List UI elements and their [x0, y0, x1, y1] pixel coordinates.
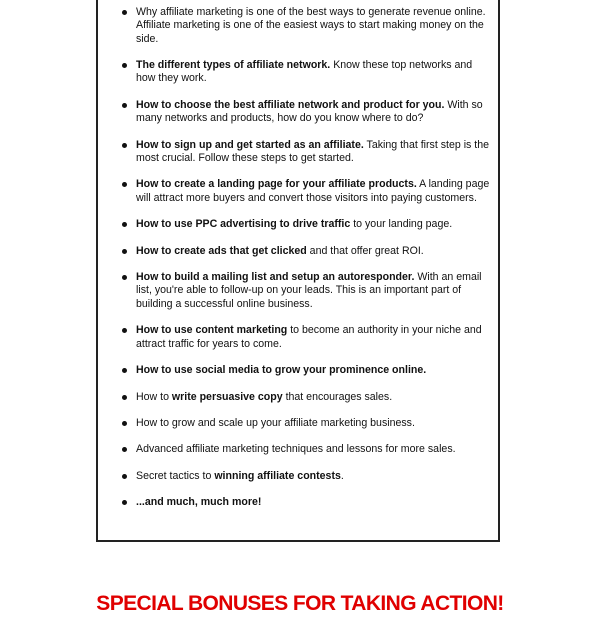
benefits-box — [96, 0, 500, 542]
list-item — [121, 324, 491, 351]
item-bold: How to create a landing page for your affiliate products. — [136, 178, 417, 191]
bullet-icon — [122, 368, 127, 373]
item-prefix: How to — [136, 390, 172, 403]
item-bold: How to create ads that get clicked — [136, 244, 307, 257]
item-bold: winning affiliate contests — [214, 469, 341, 482]
item-text: and that offer great ROI. — [306, 244, 424, 257]
item-bold: write persuasive copy — [171, 390, 283, 403]
bullet-icon — [122, 275, 127, 280]
bullet-icon — [122, 222, 127, 227]
list-item — [121, 99, 491, 126]
list-item — [121, 245, 491, 258]
item-prefix: Secret tactics to — [136, 469, 215, 482]
item-text: Advanced affiliate marketing techniques and lessons for more sales. — [136, 443, 456, 456]
list-item — [121, 496, 491, 509]
item-text: A landing page will attract more buyers and convert those visitors into paying customers. — [136, 178, 490, 204]
item-text: With an email list, you're able to follow-up on your leads. This is an important part of building a successful online business. — [136, 271, 482, 310]
item-bold: The different types of affiliate network. — [136, 59, 331, 72]
bonuses-headline: SPECIAL BONUSES FOR TAKING ACTION! — [96, 592, 504, 615]
list-item — [121, 417, 491, 430]
benefits-list — [121, 6, 491, 523]
item-bold: How to sign up and get started as an affiliate. — [136, 138, 364, 151]
item-bold: ...and much, much more! — [136, 496, 262, 509]
list-item — [121, 470, 491, 483]
item-text: Taking that first step is the most crucial. Follow these steps to get started. — [136, 138, 490, 164]
item-bold: How to build a mailing list and setup an autoresponder. — [136, 271, 415, 284]
bullet-icon — [122, 474, 127, 479]
list-item — [121, 364, 491, 377]
bullet-icon — [122, 10, 127, 15]
list-item — [121, 59, 491, 86]
item-text: . — [340, 469, 344, 482]
bullet-icon — [122, 182, 127, 187]
item-text: Why affiliate marketing is one of the best ways to generate revenue online. Affiliate marketing is one of the easiest ways to start making money on the side. — [136, 6, 486, 45]
item-bold: How to choose the best affiliate network and product for you. — [136, 98, 445, 111]
item-text: to become an authority in your niche and attract traffic for years to come. — [136, 324, 482, 350]
list-item — [121, 443, 491, 456]
item-bold: How to use social media to grow your prominence online. — [136, 364, 427, 377]
list-item — [121, 178, 491, 205]
list-item — [121, 391, 491, 404]
list-item — [121, 218, 491, 231]
bullet-icon — [122, 395, 127, 400]
bullet-icon — [122, 63, 127, 68]
list-item — [121, 271, 491, 311]
list-item — [121, 139, 491, 166]
bullet-icon — [122, 249, 127, 254]
bullet-icon — [122, 328, 127, 333]
item-text: With so many networks and products, how do you know where to do? — [136, 98, 483, 125]
bullet-icon — [122, 103, 127, 108]
bullet-icon — [122, 421, 127, 426]
item-text: How to grow and scale up your affiliate marketing business. — [136, 417, 415, 429]
bullet-icon — [122, 447, 127, 452]
item-bold: How to use PPC advertising to drive traffic — [136, 218, 351, 231]
bullet-icon — [122, 500, 127, 505]
list-item — [121, 6, 491, 46]
item-text: to your landing page. — [350, 218, 453, 231]
item-bold: How to use content marketing — [136, 324, 288, 337]
item-text: Know these top networks and how they work. — [136, 59, 473, 85]
item-text: that encourages sales. — [282, 390, 393, 403]
bullet-icon — [122, 143, 127, 148]
